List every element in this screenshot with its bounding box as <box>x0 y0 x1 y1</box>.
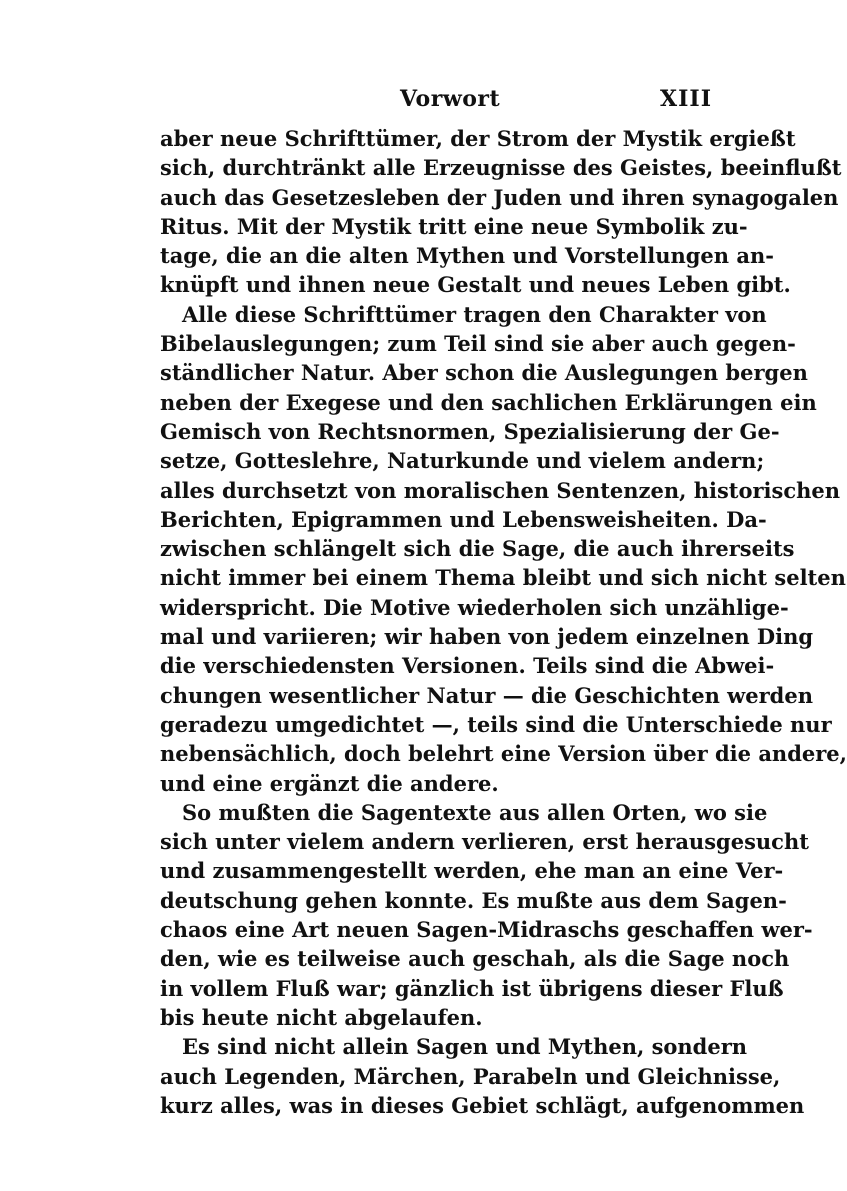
text-line: nicht immer bei einem Thema bleibt und sich nicht selten <box>160 565 846 591</box>
text-line: So mußten die Sagentexte aus allen Orten, wo sie <box>182 799 768 825</box>
text-line: aber neue Schrifttümer, der Strom der Mystik ergießt <box>160 126 796 151</box>
paragraph <box>160 1032 805 1120</box>
text-line: alles durchsetzt von moralischen Sentenzen, historischen <box>160 477 841 503</box>
paragraph <box>160 300 847 798</box>
text-line: setze, Gotteslehre, Naturkunde und vielem andern; <box>160 448 765 474</box>
text-line: knüpft und ihnen neue Gestalt und neues Leben gibt. <box>160 272 791 298</box>
text-line: Alle diese Schrifttümer tragen den Charakter von <box>182 301 767 327</box>
page-number: XIII <box>660 86 712 112</box>
page-header <box>160 86 712 116</box>
paragraph <box>160 798 813 1032</box>
text-line: sich, durchtränkt alle Erzeugnisse des Geistes, beeinflußt <box>160 155 842 181</box>
text-line: kurz alles, was in dieses Gebiet schlägt, aufgenommen <box>160 1092 805 1118</box>
text-line: Ritus. Mit der Mystik tritt eine neue Symbolik zu- <box>160 213 748 239</box>
text-line: Es sind nicht allein Sagen und Mythen, sondern <box>182 1034 748 1060</box>
text-line: in vollem Fluß war; gänzlich ist übrigens dieser Fluß <box>160 975 784 1001</box>
text-line: neben der Exegese und den sachlichen Erklärungen ein <box>160 389 817 415</box>
text-line: tage, die an die alten Mythen und Vorstellungen an- <box>160 243 774 269</box>
text-line: auch Legenden, Märchen, Parabeln und Gleichnisse, <box>160 1063 781 1089</box>
body-text <box>160 124 847 1120</box>
paragraph <box>160 124 842 300</box>
text-line: und zusammengestellt werden, ehe man an eine Ver- <box>160 858 784 884</box>
text-line: mal und variieren; wir haben von jedem einzelnen Ding <box>160 624 814 650</box>
text-line: sich unter vielem andern verlieren, erst herausgesucht <box>160 829 809 855</box>
text-line: die verschiedensten Versionen. Teils sind die Abwei- <box>160 653 775 679</box>
text-line: Bibelauslegungen; zum Teil sind sie aber auch gegen- <box>160 331 796 357</box>
text-line: nebensächlich, doch belehrt eine Version über die andere, <box>160 741 847 767</box>
text-line: ständlicher Natur. Aber schon die Auslegungen bergen <box>160 360 808 386</box>
text-line: und eine ergänzt die andere. <box>160 770 499 796</box>
text-line: geradezu umgedichtet —, teils sind die Unterschiede nur <box>160 711 832 737</box>
text-line: Berichten, Epigrammen und Lebensweisheiten. Da- <box>160 506 767 532</box>
text-line: widerspricht. Die Motive wiederholen sich unzählige- <box>160 594 789 620</box>
text-line: deutschung gehen konnte. Es mußte aus dem Sagen- <box>160 887 787 913</box>
running-title: Vorwort <box>400 86 501 112</box>
text-line: den, wie es teilweise auch geschah, als die Sage noch <box>160 946 790 972</box>
text-line: zwischen schlängelt sich die Sage, die auch ihrerseits <box>160 536 795 562</box>
text-line: chaos eine Art neuen Sagen-Midraschs geschaffen wer- <box>160 917 813 943</box>
text-line: bis heute nicht abgelaufen. <box>160 1004 483 1030</box>
text-line: auch das Gesetzesleben der Juden und ihren synagogalen <box>160 184 839 210</box>
text-line: Gemisch von Rechtsnormen, Spezialisierung der Ge- <box>160 418 780 444</box>
text-line: chungen wesentlicher Natur — die Geschichten werden <box>160 682 813 708</box>
